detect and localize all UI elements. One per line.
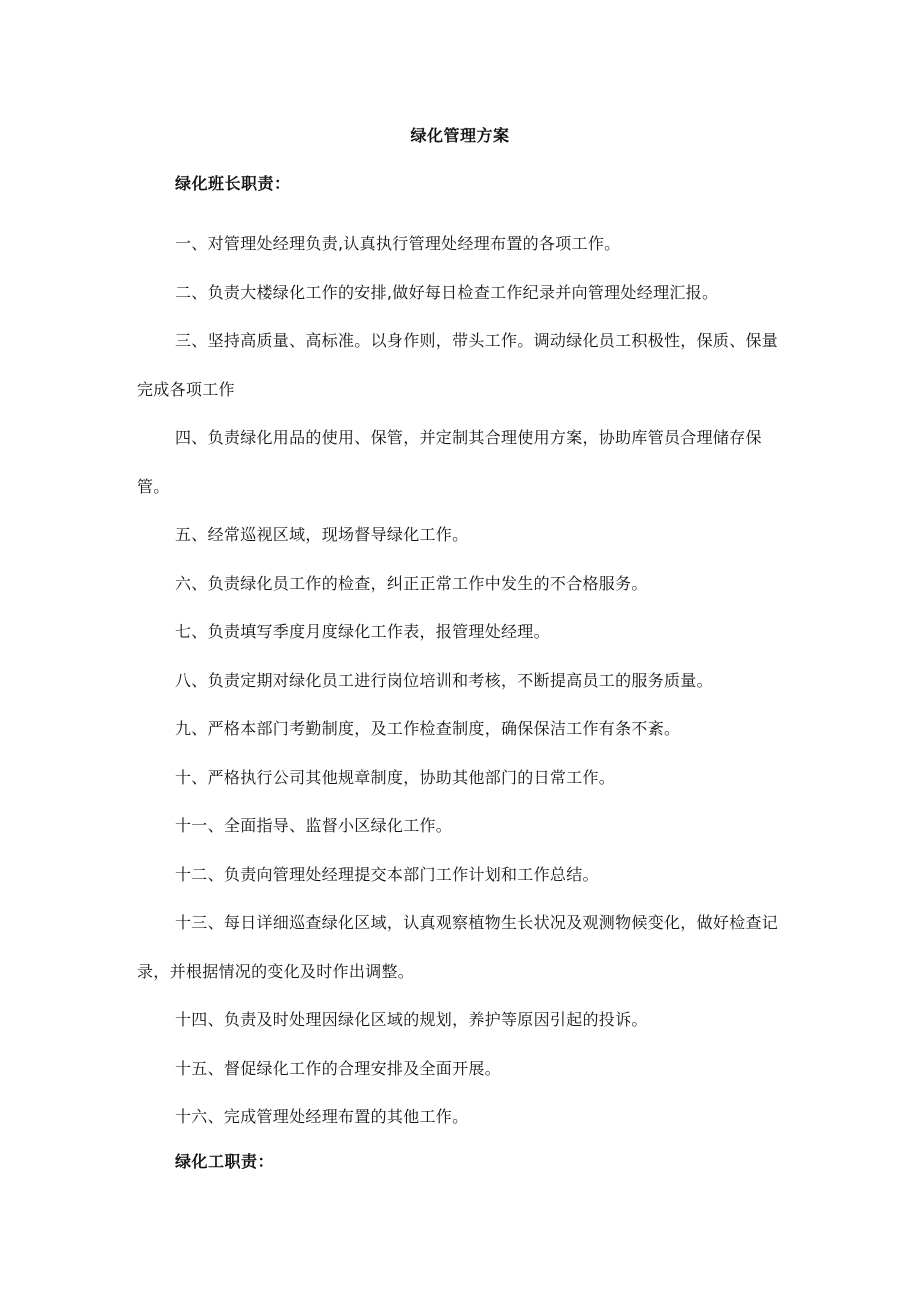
duty-item: 十五、督促绿化工作的合理安排及全面开展。 [175,1058,502,1078]
section-heading-team-leader-duties: 绿化班长职责： [175,174,291,193]
duty-item: 五、经常巡视区域，现场督导绿化工作。 [175,525,469,544]
duty-item: 三、坚持高质量、高标准。以身作则，带头工作。调动绿化员工积极性，保质、保量完成各项工作 [137,331,779,399]
document-title: 绿化管理方案 [410,126,510,145]
duty-item: 二、负责大楼绿化工作的安排,做好每日检查工作纪录并向管理处经理汇报。 [175,282,719,302]
duty-item: 四、负责绿化用品的使用、保管，并定制其合理使用方案，协助库管员合理储存保管。 [137,428,762,496]
duty-item: 六、负责绿化员工作的检查，纠正正常工作中发生的不合格服务。 [175,573,648,593]
duty-item: 九、严格本部门考勤制度，及工作检查制度，确保保洁工作有条不紊。 [175,719,681,738]
duty-item: 一、对管理处经理负责,认真执行管理处经理布置的各项工作。 [175,234,621,253]
section-heading-gardener-duties: 绿化工职责： [175,1152,275,1171]
duty-item: 七、负责填写季度月度绿化工作表，报管理处经理。 [175,622,550,641]
duty-item: 十、严格执行公司其他规章制度，协助其他部门的日常工作。 [175,767,616,787]
duty-item: 十二、负责向管理处经理提交本部门工作计划和工作总结。 [175,864,599,884]
duty-item: 十四、负责及时处理因绿化区域的规划，养护等原因引起的投诉。 [175,1010,648,1029]
duty-item: 十六、完成管理处经理布置的其他工作。 [175,1107,469,1126]
duty-item: 十一、全面指导、监督小区绿化工作。 [175,816,453,835]
duty-item: 十三、每日详细巡查绿化区域，认真观察植物生长状况及观测物候变化，做好检查记录，并根据情况的变化及时作出调整。 [137,913,779,981]
duty-item: 八、负责定期对绿化员工进行岗位培训和考核，不断提高员工的服务质量。 [175,670,713,690]
duties-list [137,220,787,1142]
